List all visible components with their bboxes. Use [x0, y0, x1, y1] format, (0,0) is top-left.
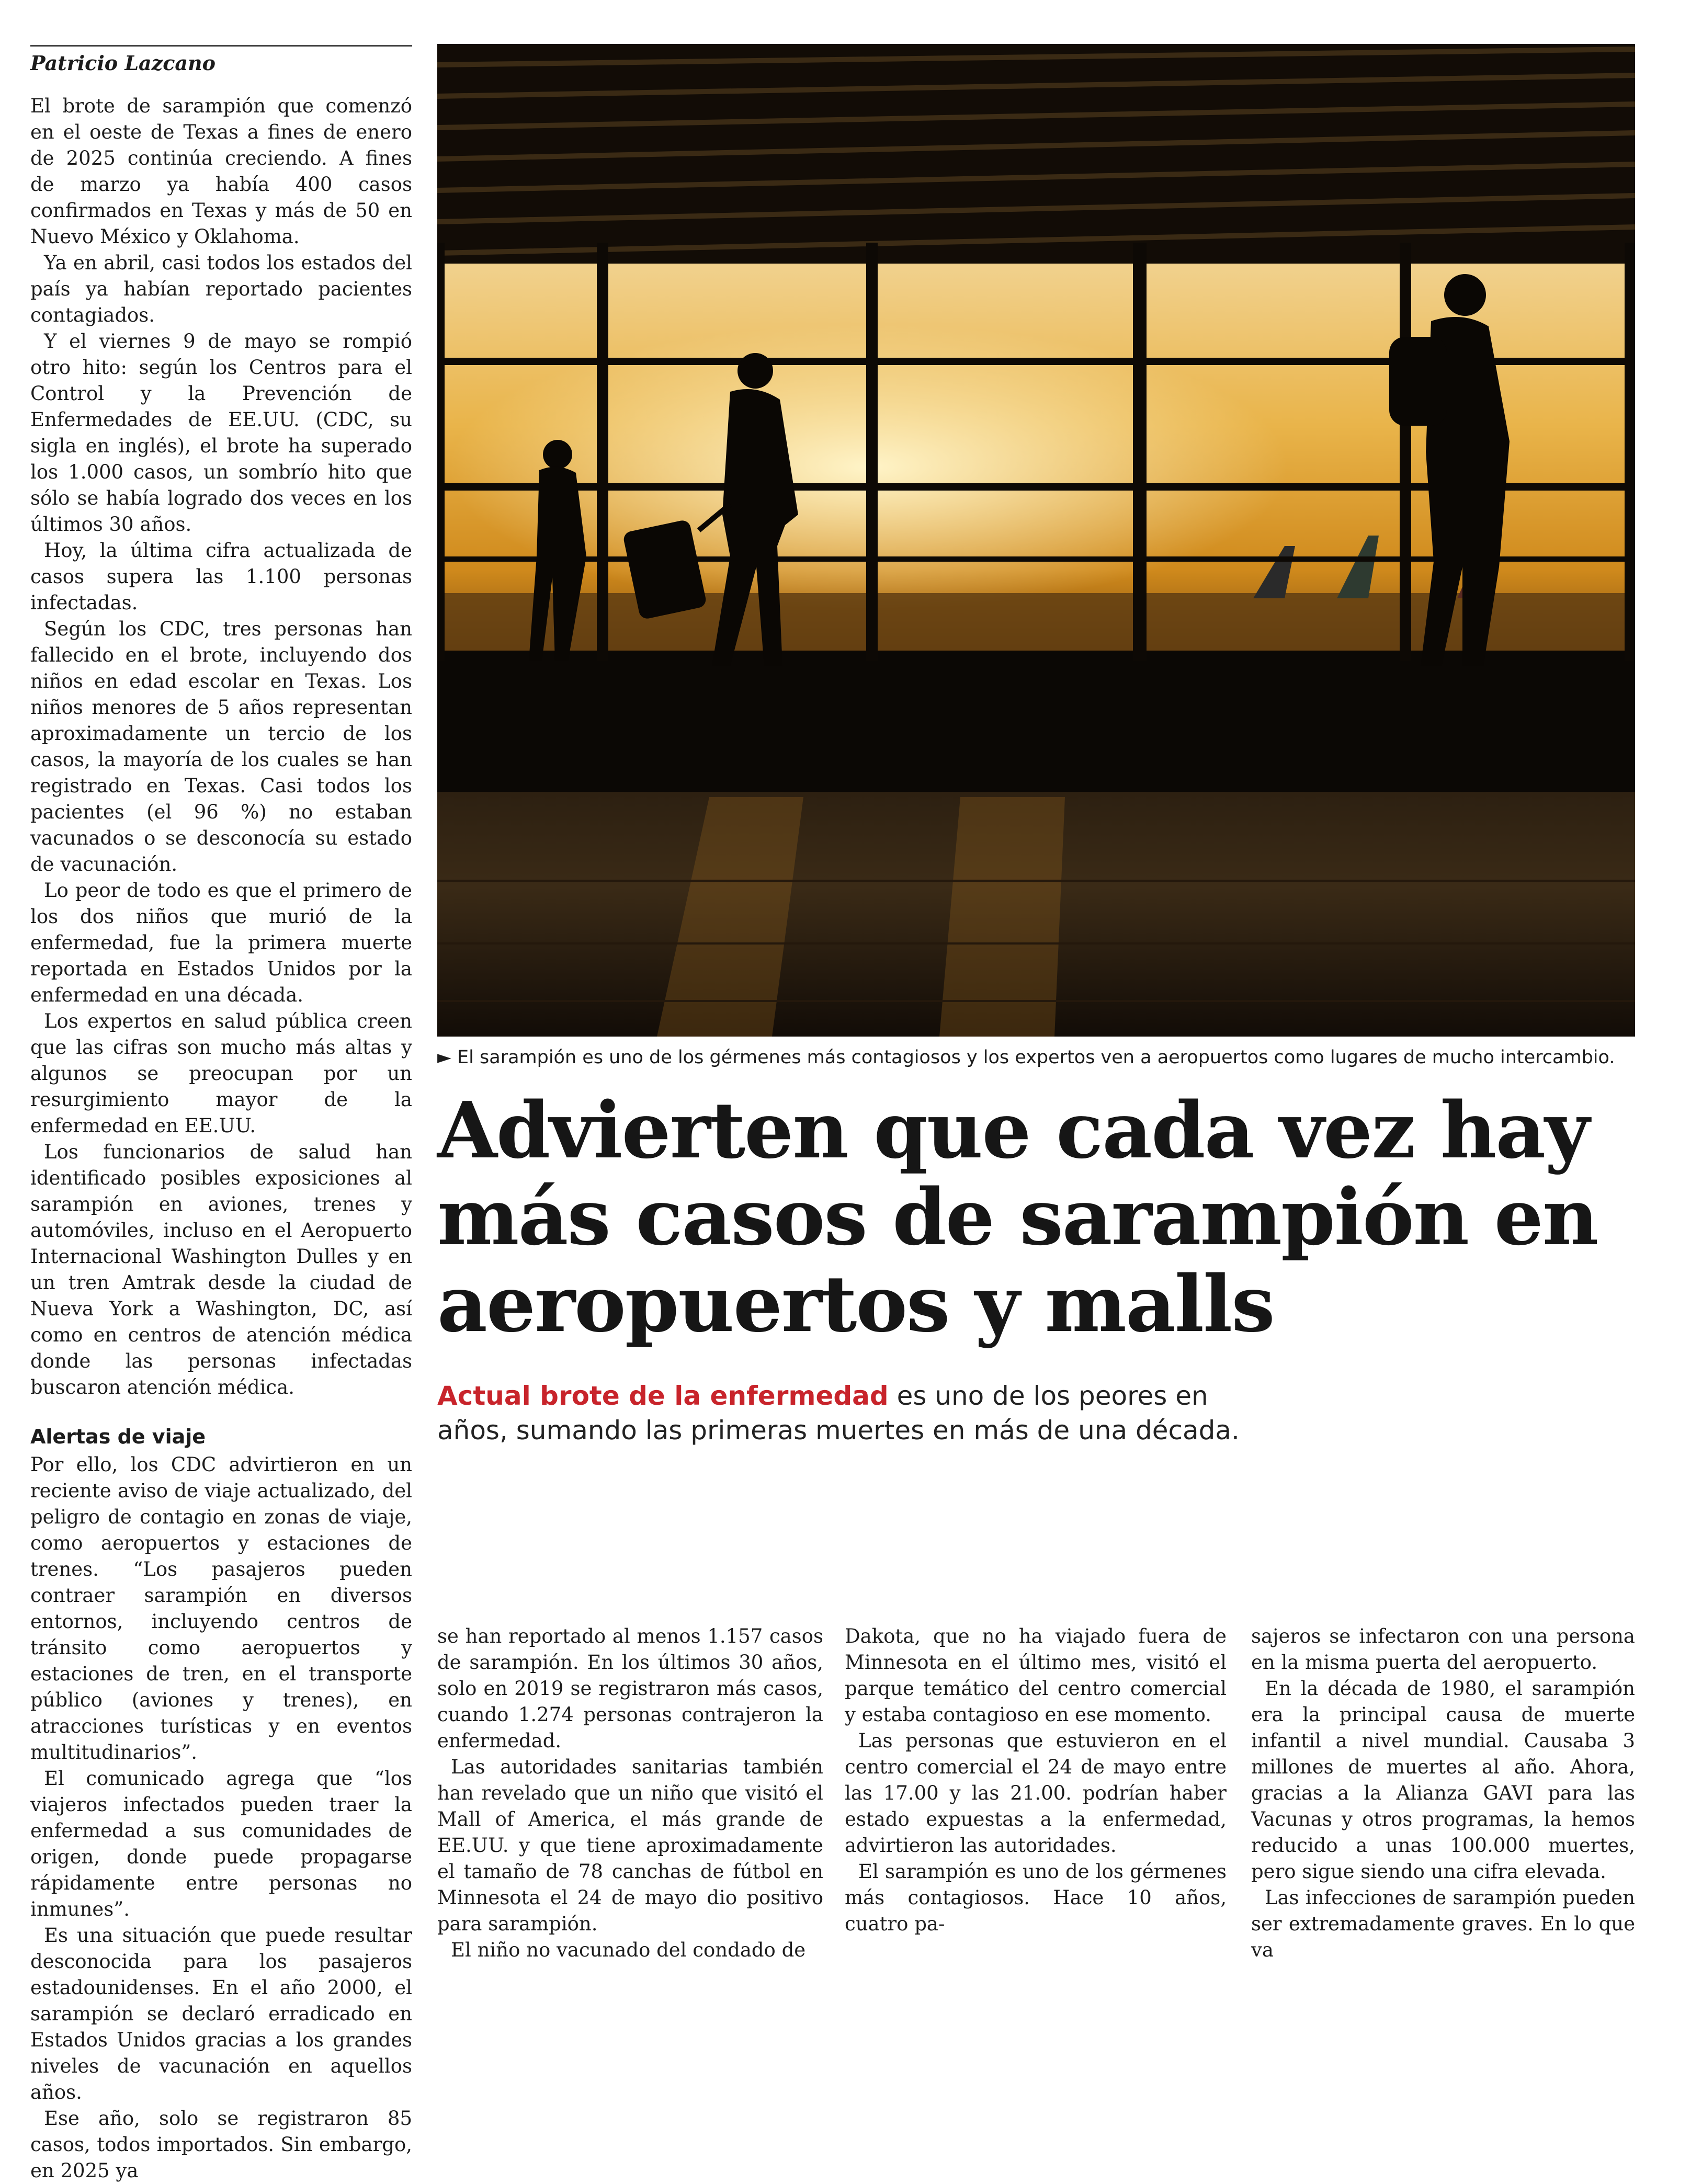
photo-caption: ► El sarampión es uno de los gérmenes más contagiosos y los expertos ven a aeropuertos como lugares de mucho intercambio.	[437, 1047, 1615, 1068]
paragraph: Por ello, los CDC advirtieron en un reciente aviso de viaje actualizado, del peligro de contagio en zonas de viaje, como aeropuertos y estaciones de trenes. “Los pasajeros pueden contraer sarampión en diversos entornos, incluyendo centros de tránsito como aeropuertos y estaciones de tren, en el transporte público (aviones y trenes), en atracciones turísticas y en eventos multitudinarios”.	[30, 1453, 412, 1764]
paragraph: En la década de 1980, el sarampión era la principal causa de muerte infantil a nivel mundial. Causaba 3 millones de muertes al año. Ahora, gracias a la Alianza GAVI para las Vacunas y otros programas, la hemos reducido a unas 100.000 muertes, pero sigue siendo una cifra elevada.	[1251, 1677, 1635, 1883]
paragraph: Según los CDC, tres personas han fallecido en el brote, incluyendo dos niños en edad escolar en Texas. Los niños menores de 5 años representan aproximadamente un tercio de los casos, la mayoría de los cuales se han registrado en Texas. Casi todos los pacientes (el 96 %) no estaban vacunados o se desconocía su estado de vacunación.	[30, 618, 412, 875]
paragraph: Los expertos en salud pública creen que las cifras son mucho más altas y algunos se preocupan por un resurgimiento mayor de la enfermedad en EE.UU.	[30, 1010, 412, 1137]
body-column-4	[1251, 1623, 1635, 1961]
paragraph: El sarampión es uno de los gérmenes más contagiosos. Hace 10 años, cuatro pa-	[845, 1860, 1227, 1935]
paragraph: Las infecciones de sarampión pueden ser extremadamente graves. En lo que va	[1251, 1886, 1635, 1961]
section-subhead: Alertas de viaje	[30, 1425, 206, 1448]
deck-text: es uno de los peores en años, sumando las primeras muertes en más de una década.	[437, 1381, 1240, 1446]
paragraph: El niño no vacunado del condado de	[451, 1939, 806, 1961]
body-column-3	[845, 1623, 1227, 1937]
paragraph: Las autoridades sanitarias también han revelado que un niño que visitó el Mall of America, el más grande de EE.UU. y que tiene aproximadamente el tamaño de 78 canchas de fútbol en Minnesota el 24 de mayo dio positivo para sarampión.	[437, 1756, 823, 1935]
paragraph: Dakota, que no ha viajado fuera de Minnesota en el último mes, visitó el parque temático del centro comercial y estaba contagioso en ese momento.	[845, 1625, 1227, 1726]
paragraph: El brote de sarampión que comenzó en el oeste de Texas a fines de enero de 2025 continúa creciendo. A fines de marzo ya había 400 casos confirmados en Texas y más de 50 en Nuevo México y Oklahoma.	[30, 95, 412, 248]
paragraph: Lo peor de todo es que el primero de los dos niños que murió de la enfermedad, fue la primera muerte reportada en Estados Unidos por la enfermedad en una década.	[30, 879, 412, 1006]
paragraph: Hoy, la última cifra actualizada de casos supera las 1.100 personas infectadas.	[30, 539, 412, 614]
paragraph: El comunicado agrega que “los viajeros infectados pueden traer la enfermedad a sus comunidades de origen, donde puede propagarse rápidamente entre personas no inmunes”.	[30, 1767, 412, 1920]
paragraph: Las personas que estuvieron en el centro comercial el 24 de mayo entre las 17.00 y las 21.00. podrían haber estado expuestas a la enfermedad, advirtieron las autoridades.	[845, 1730, 1227, 1857]
paragraph: Y el viernes 9 de mayo se rompió otro hito: según los Centros para el Control y la Prevención de Enfermedades de EE.UU. (CDC, su sigla en inglés), el brote ha superado los 1.000 casos, un sombrío hito que sólo se había logrado dos veces en los últimos 30 años.	[30, 330, 412, 536]
paragraph: Ya en abril, casi todos los estados del país ya habían reportado pacientes contagiados.	[30, 252, 412, 326]
headline: Advierten que cada vez hay más casos de sarampión en aeropuertos y malls	[437, 1085, 1598, 1349]
body-column-2	[437, 1623, 823, 1961]
deck-kicker: Actual brote de la enfermedad	[437, 1381, 889, 1411]
deck	[437, 1379, 1274, 1448]
paragraph: Ese año, solo se registraron 85 casos, todos importados. Sin embargo, en 2025 ya	[30, 2107, 412, 2182]
byline: Patricio Lazcano	[30, 45, 412, 76]
left-column	[30, 93, 412, 2182]
airport-photo	[437, 44, 1635, 1037]
paragraph: sajeros se infectaron con una persona en la misma puerta del aeropuerto.	[1251, 1625, 1635, 1674]
paragraph: Los funcionarios de salud han identificado posibles exposiciones al sarampión en aviones, trenes y automóviles, incluso en el Aeropuerto Internacional Washington Dulles y en un tren Amtrak desde la ciudad de Nueva York a Washington, DC, así como en centros de atención médica donde las personas infectadas buscaron atención médica.	[30, 1141, 412, 1398]
paragraph: Es una situación que puede resultar desconocida para los pasajeros estadounidenses. En el año 2000, el sarampión se declaró erradicado en Estados Unidos gracias a los grandes niveles de vacunación en aquellos años.	[30, 1924, 412, 2103]
paragraph: se han reportado al menos 1.157 casos de sarampión. En los últimos 30 años, solo en 2019 se registraron más casos, cuando 1.274 personas contrajeron la enfermedad.	[437, 1625, 823, 1752]
